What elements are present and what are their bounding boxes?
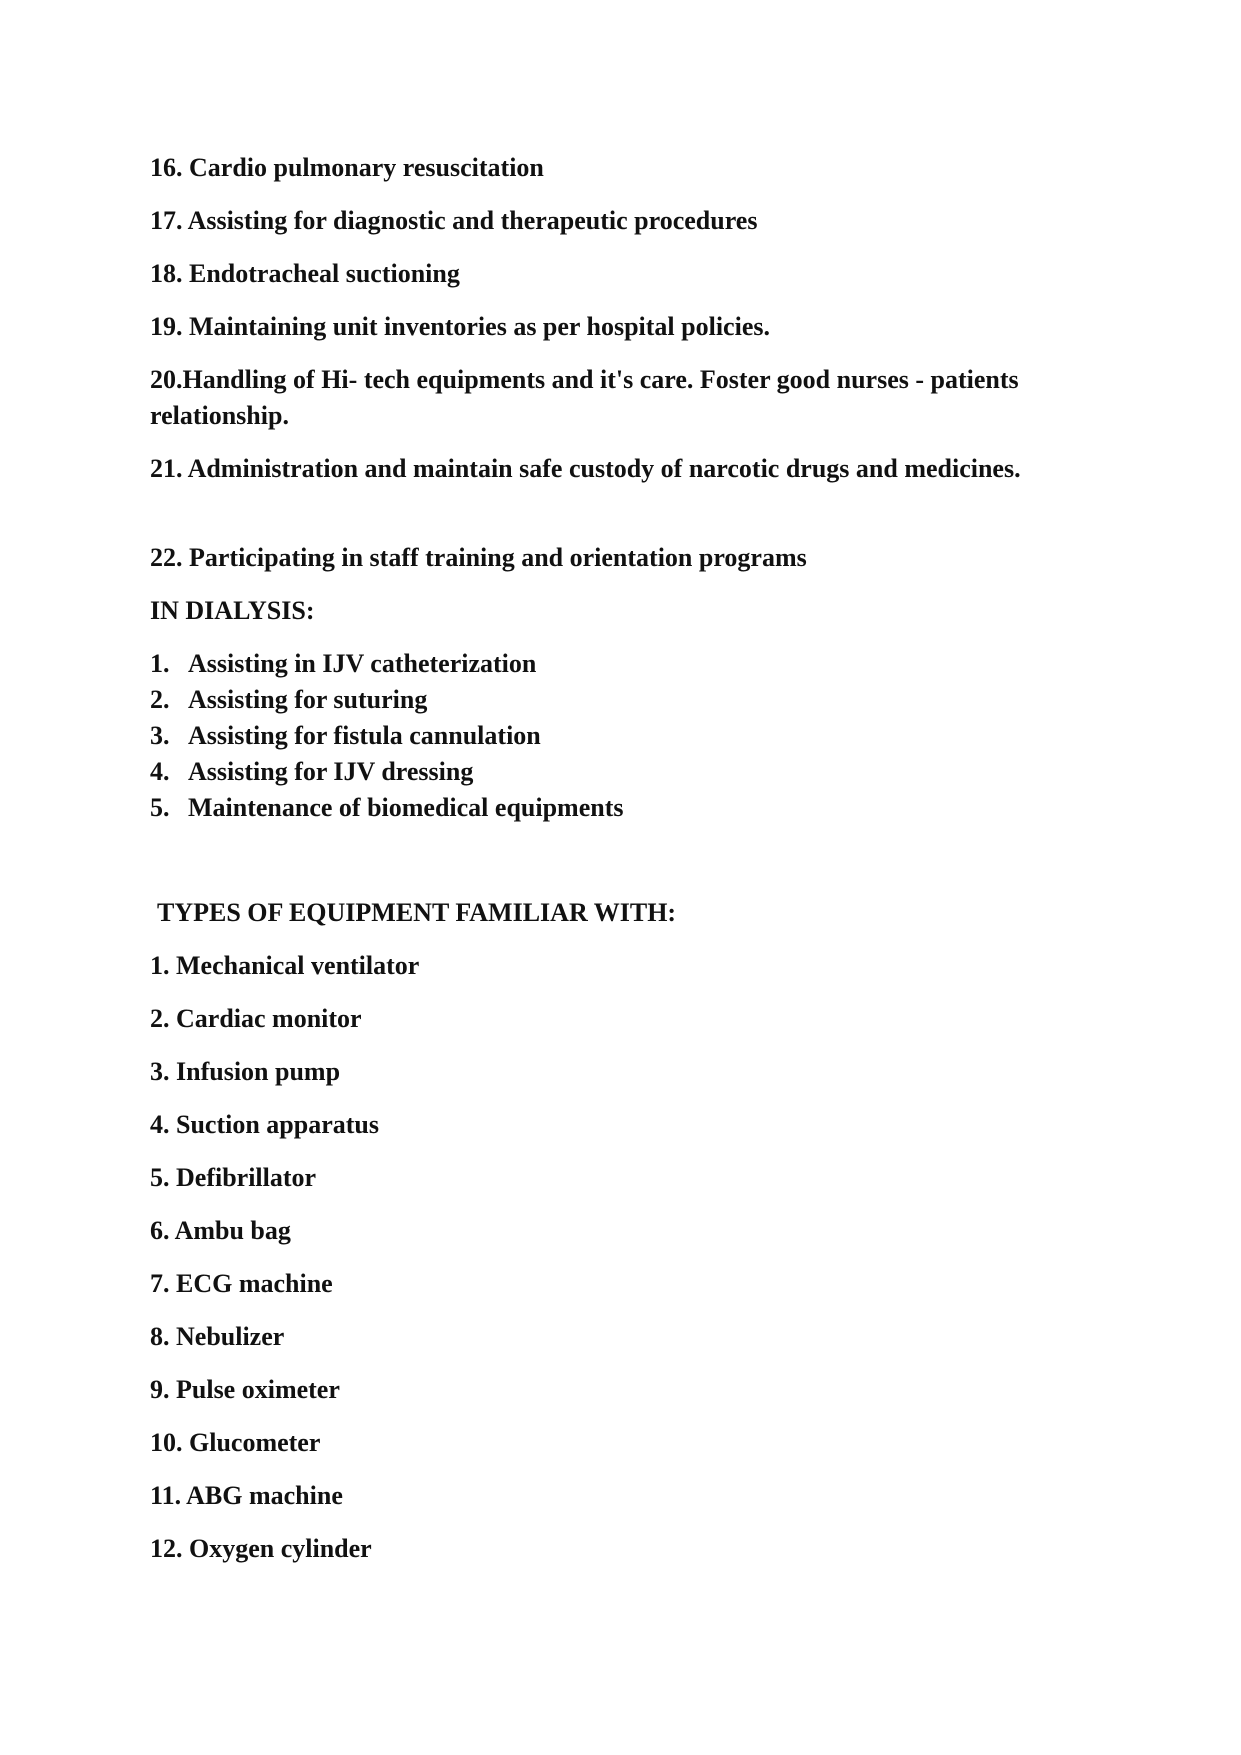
equipment-item: 6. Ambu bag <box>150 1216 291 1245</box>
dialysis-item-number: 1. <box>150 649 170 678</box>
equipment-item: 8. Nebulizer <box>150 1322 285 1351</box>
dialysis-heading: IN DIALYSIS: <box>150 596 315 625</box>
dialysis-item-text: Assisting for fistula cannulation <box>188 721 541 750</box>
dialysis-item-number: 3. <box>150 721 170 750</box>
equipment-item: 4. Suction apparatus <box>150 1110 379 1139</box>
dialysis-item <box>150 790 624 826</box>
equipment-item: 5. Defibrillator <box>150 1163 317 1192</box>
equipment-item: 9. Pulse oximeter <box>150 1375 340 1404</box>
equipment-item: 11. ABG machine <box>150 1481 343 1510</box>
duty-item-18: 18. Endotracheal suctioning <box>150 259 460 288</box>
dialysis-item-number: 2. <box>150 685 170 714</box>
duty-item-19: 19. Maintaining unit inventories as per hospital policies. <box>150 312 770 341</box>
dialysis-item-text: Assisting in IJV catheterization <box>188 649 537 678</box>
dialysis-item-text: Maintenance of biomedical equipments <box>188 793 624 822</box>
equipment-item: 2. Cardiac monitor <box>150 1004 362 1033</box>
dialysis-item-number: 5. <box>150 793 170 822</box>
duty-item-20: 20.Handling of Hi- tech equipments and it's care. Foster good nurses - patients relationship. <box>150 365 1019 430</box>
dialysis-item-number: 4. <box>150 757 170 786</box>
dialysis-item <box>150 646 536 682</box>
dialysis-item <box>150 718 541 754</box>
dialysis-item <box>150 754 473 790</box>
equipment-heading: TYPES OF EQUIPMENT FAMILIAR WITH: <box>157 898 677 927</box>
equipment-item: 3. Infusion pump <box>150 1057 341 1086</box>
dialysis-item-text: Assisting for IJV dressing <box>188 757 474 786</box>
duty-item-17: 17. Assisting for diagnostic and therapeutic procedures <box>150 206 758 235</box>
dialysis-item-text: Assisting for suturing <box>188 685 428 714</box>
duty-item-22: 22. Participating in staff training and orientation programs <box>150 543 807 572</box>
duty-item-21: 21. Administration and maintain safe custody of narcotic drugs and medicines. <box>150 454 1021 483</box>
equipment-item: 7. ECG machine <box>150 1269 333 1298</box>
duty-item-16: 16. Cardio pulmonary resuscitation <box>150 153 544 182</box>
dialysis-item <box>150 682 427 718</box>
equipment-item: 10. Glucometer <box>150 1428 321 1457</box>
equipment-item: 1. Mechanical ventilator <box>150 951 420 980</box>
equipment-item: 12. Oxygen cylinder <box>150 1534 372 1563</box>
